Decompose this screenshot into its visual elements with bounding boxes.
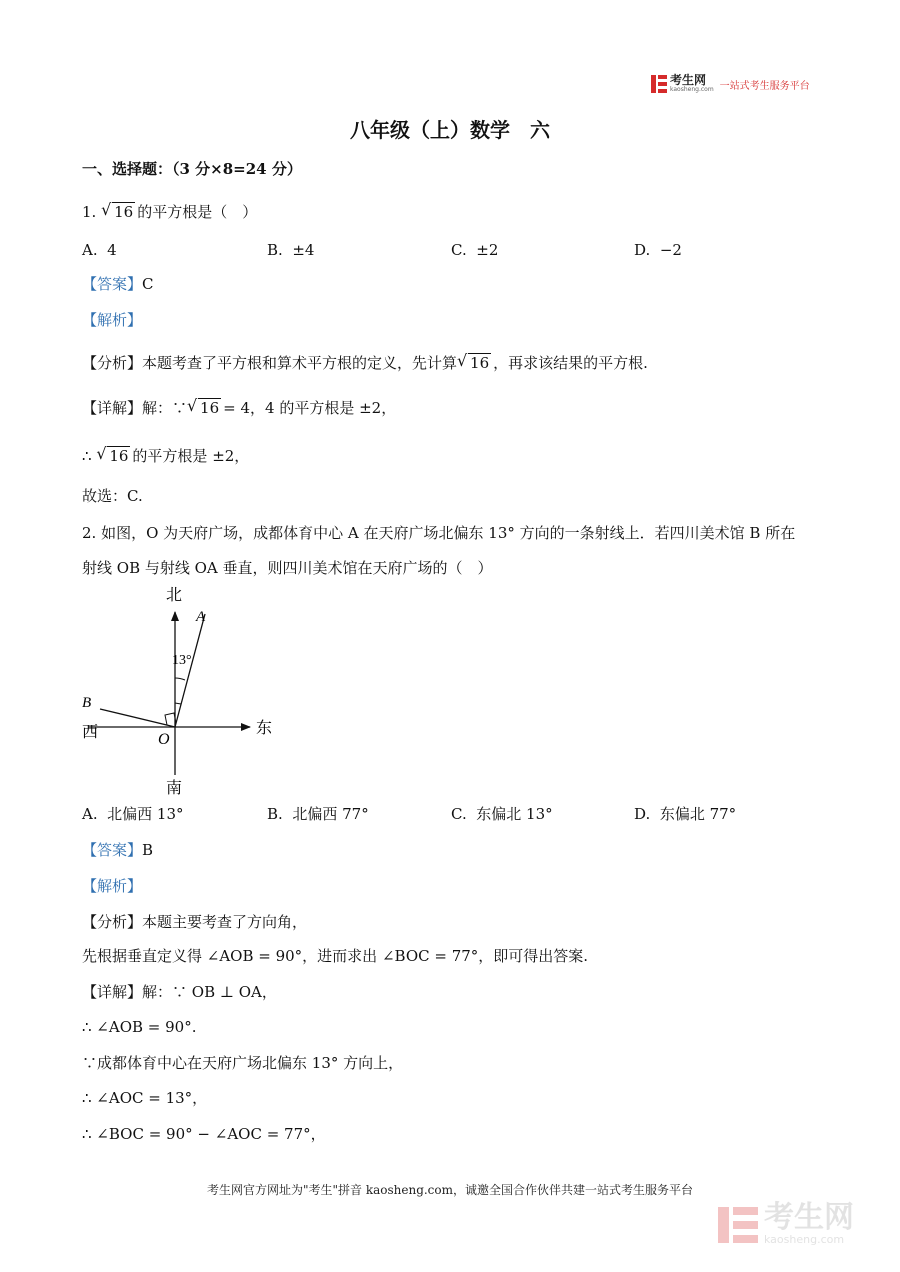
- page-title: 八年级（上）数学 六: [350, 118, 550, 142]
- q1-fenxi: [82, 353, 648, 373]
- angle-arc-13: [175, 678, 185, 680]
- label-point-a: A: [196, 609, 206, 625]
- section-heading: 一、选择题：（3 分×8=24 分）: [82, 160, 302, 178]
- option-label: C.: [451, 805, 467, 823]
- watermark-name: 考生网: [764, 1200, 854, 1235]
- fenxi-text: ，再求该结果的平方根.: [493, 354, 648, 372]
- q2-step3: ∴ ∠AOC = 13°，: [82, 1089, 208, 1107]
- option-label: A.: [82, 241, 98, 259]
- q2-step1: ∴ ∠AOB = 90°.: [82, 1018, 197, 1036]
- q1-stem: [82, 202, 257, 222]
- option-text: 4: [107, 241, 117, 259]
- q2-fenxi: [82, 912, 307, 932]
- q2-option-c: [451, 804, 553, 824]
- q2-analysis-label: 【解析】: [82, 877, 143, 895]
- option-text: ±4: [292, 241, 315, 259]
- q2-detail: [82, 982, 277, 1002]
- q2-stem-line1: 2. 如图，O 为天府广场，成都体育中心 A 在天府广场北偏东 13° 方向的一条射线上．若四川美术馆 B 所在: [82, 524, 796, 542]
- option-text: 北偏西 13°: [107, 805, 184, 823]
- q1-analysis-label: 【解析】: [82, 311, 143, 329]
- detail-text: 解：∵ OB ⊥ OA，: [142, 983, 277, 1001]
- q1-answer: [82, 274, 154, 294]
- q2-answer: [82, 840, 153, 860]
- q2-figure: [70, 580, 290, 800]
- label-west: 西: [82, 722, 99, 741]
- detail-label: 【详解】: [82, 399, 143, 417]
- answer-label: 【答案】: [82, 841, 143, 859]
- label-south: 南: [166, 778, 183, 797]
- header-slogan: 一站式考生服务平台: [719, 80, 810, 92]
- detail-label: 【详解】: [82, 983, 143, 1001]
- fenxi-text: 本题主要考查了方向角，: [142, 913, 308, 931]
- option-text: −2: [659, 241, 682, 259]
- radicand: 16: [470, 354, 490, 372]
- q1-choose: 故选：C.: [82, 487, 143, 505]
- header-logo: [651, 74, 810, 94]
- fenxi-label: 【分析】: [82, 354, 143, 372]
- therefore-text: 的平方根是 ±2，: [132, 447, 250, 465]
- fenxi-text: 本题考查了平方根和算术平方根的定义，先计算: [142, 354, 458, 372]
- ray-oa: [175, 614, 205, 727]
- sqrt-icon: [187, 398, 221, 418]
- option-label: B.: [267, 241, 283, 259]
- option-label: A.: [82, 805, 98, 823]
- option-text: ±2: [476, 241, 499, 259]
- q1-stem-tail: 的平方根是（ ）: [137, 203, 258, 221]
- fenxi-label: 【分析】: [82, 913, 143, 931]
- option-label: C.: [451, 241, 467, 259]
- watermark-domain: kaosheng.com: [764, 1233, 845, 1246]
- q2-option-d: [634, 804, 736, 824]
- q2-step4: ∴ ∠BOC = 90° − ∠AOC = 77°，: [82, 1125, 326, 1143]
- q1-number: 1.: [82, 203, 97, 221]
- label-point-b: B: [82, 695, 92, 711]
- answer-value: B: [142, 841, 154, 859]
- radicand: 16: [109, 447, 129, 465]
- sqrt-icon: [96, 446, 130, 466]
- option-label: D.: [634, 241, 651, 259]
- label-angle: 13°: [172, 653, 192, 668]
- option-text: 东偏北 13°: [476, 805, 553, 823]
- logo-domain: kaosheng.com: [670, 86, 714, 93]
- q1-radicand: 16: [114, 203, 134, 221]
- label-point-o: O: [158, 731, 170, 748]
- q2-option-b: [267, 804, 369, 824]
- label-east: 东: [256, 718, 273, 737]
- logo-name: 考生网: [670, 73, 707, 87]
- page-footer: 考生网官方网址为"考生"拼音 kaosheng.com，诚邀全国合作伙伴共建一站式考生服务平台: [206, 1183, 694, 1197]
- q1-therefore: [82, 446, 249, 466]
- ray-ob: [100, 709, 175, 727]
- therefore-symbol: ∴: [82, 447, 92, 465]
- label-north: 北: [166, 585, 183, 604]
- q2-stem-line2: 射线 OB 与射线 OA 垂直，则四川美术馆在天府广场的（ ）: [82, 559, 493, 577]
- angle-arc: [175, 703, 181, 704]
- sqrt-icon: [457, 353, 491, 373]
- radicand: 16: [200, 399, 220, 417]
- q2-line-a: 先根据垂直定义得 ∠AOB = 90°，进而求出 ∠BOC = 77°，即可得出答案.: [82, 947, 589, 965]
- sqrt-icon: [101, 202, 135, 222]
- q1-option-a: [82, 240, 117, 260]
- answer-label: 【答案】: [82, 275, 143, 293]
- option-text: 北偏西 77°: [292, 805, 369, 823]
- answer-value: C: [142, 275, 154, 293]
- q2-step2: ∵成都体育中心在天府广场北偏东 13° 方向上，: [82, 1054, 404, 1072]
- q2-option-a: [82, 804, 184, 824]
- option-label: B.: [267, 805, 283, 823]
- option-label: D.: [634, 805, 651, 823]
- watermark: [718, 1200, 854, 1246]
- logo-icon: [651, 75, 667, 93]
- detail-text: = 4，4 的平方根是 ±2，: [223, 399, 397, 417]
- option-text: 东偏北 77°: [659, 805, 737, 823]
- q1-option-c: [451, 240, 498, 260]
- q1-option-b: [267, 240, 314, 260]
- q1-option-d: [634, 240, 682, 260]
- watermark-logo-icon: [718, 1207, 758, 1243]
- detail-text: 解：∵: [142, 399, 188, 417]
- q1-detail: [82, 398, 396, 418]
